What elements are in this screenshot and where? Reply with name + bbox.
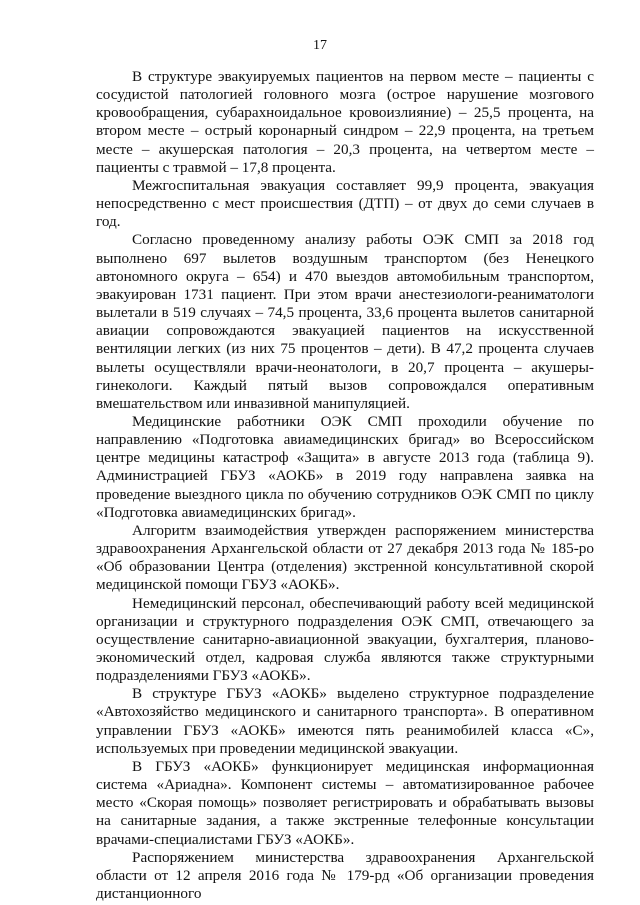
paragraph-motor-transport: В структуре ГБУЗ «АОКБ» выделено структурное подразделение «Автохозяйство медицинского и санитарного транспорта». В оперативном управлении ГБУЗ «АОКБ» имеются пять реанимобилей класса «С», используемых при проведении медицинской эвакуации.	[96, 685, 594, 757]
paragraph-non-medical-staff: Немедицинский персонал, обеспечивающий работу всей медицинской организации и структурного подразделения ОЭК СМП, отвечающего за осуществление санитарно-авиационной эвакуации, бухгалтерия, планово-экономический отдел, кадровая служба являются также структурными подразделениями ГБУЗ «АОКБ».	[96, 594, 594, 685]
paragraph-evacuated-patients-structure: В структуре эвакуируемых пациентов на первом месте – пациенты с сосудистой патологией головного мозга (острое нарушение мозгового кровообращения, субарахноидальное кровоизлияние) – 25,5 процента, на втором месте – острый коронарный синдром – 22,9 процента, на третьем месте – акушерская патология – 20,3 процента, на четвертом месте – пациенты с травмой – 17,8 процента.	[96, 68, 594, 176]
paragraph-interaction-algorithm: Алгоритм взаимодействия утвержден распоряжением министерства здравоохранения Архангельской области от 27 декабря 2013 года № 185-ро «Об образовании Центра (отделения) экстренной консультативной скорой медицинской помощи ГБУЗ «АОКБ».	[96, 521, 594, 594]
page-number: 17	[313, 38, 327, 53]
paragraph-ministry-order: Распоряжением министерства здравоохранения Архангельской области от 12 апреля 2016 года № 179-рд «Об организации проведения дистанционного	[96, 848, 594, 903]
paragraph-information-system: В ГБУЗ «АОКБ» функционирует медицинская информационная система «Ариадна». Компонент системы – автоматизированное рабочее место «Скорая помощь» позволяет регистрировать и обрабатывать вызовы на санитарные задания, а также экстренные телефонные консультации врачами-специалистами ГБУЗ «АОКБ».	[96, 757, 594, 848]
paragraph-staff-training: Медицинские работники ОЭК СМП проходили обучение по направлению «Подготовка авиамедицинских бригад» во Всероссийском центре медицины катастроф «Защита» в августе 2013 года (таблица 9). Администрацией ГБУЗ «АОКБ» в 2019 году направлена заявка на проведение выездного цикла по обучению сотрудников ОЭК СМП по циклу «Подготовка авиамедицинских бригад».	[96, 412, 594, 521]
document-body	[96, 68, 594, 903]
paragraph-interhospital-evacuation: Межгоспитальная эвакуация составляет 99,9 процента, эвакуация непосредственно с мест происшествия (ДТП) – от двух до семи случаев в год.	[96, 176, 594, 231]
paragraph-2018-analysis: Согласно проведенному анализу работы ОЭК СМП за 2018 год выполнено 697 вылетов воздушным транспортом (без Ненецкого автономного округа – 654) и 470 выездов автомобильным транспортом, эвакуирован 1731 пациент. При этом врачи анестезиологи-реаниматологи вылетали в 519 случаях – 74,5 процента, 33,6 процента вылетов санитарной авиации сопровождаются эвакуацией пациентов на искусственной вентиляции легких (из них 75 процентов – дети). В 47,2 процента случаев вылеты осуществляли врачи-неонатологи, в 20,7 процента – акушеры-гинекологи. Каждый пятый вызов сопровождался оперативным вмешательством или инвазивной манипуляцией.	[96, 231, 594, 412]
